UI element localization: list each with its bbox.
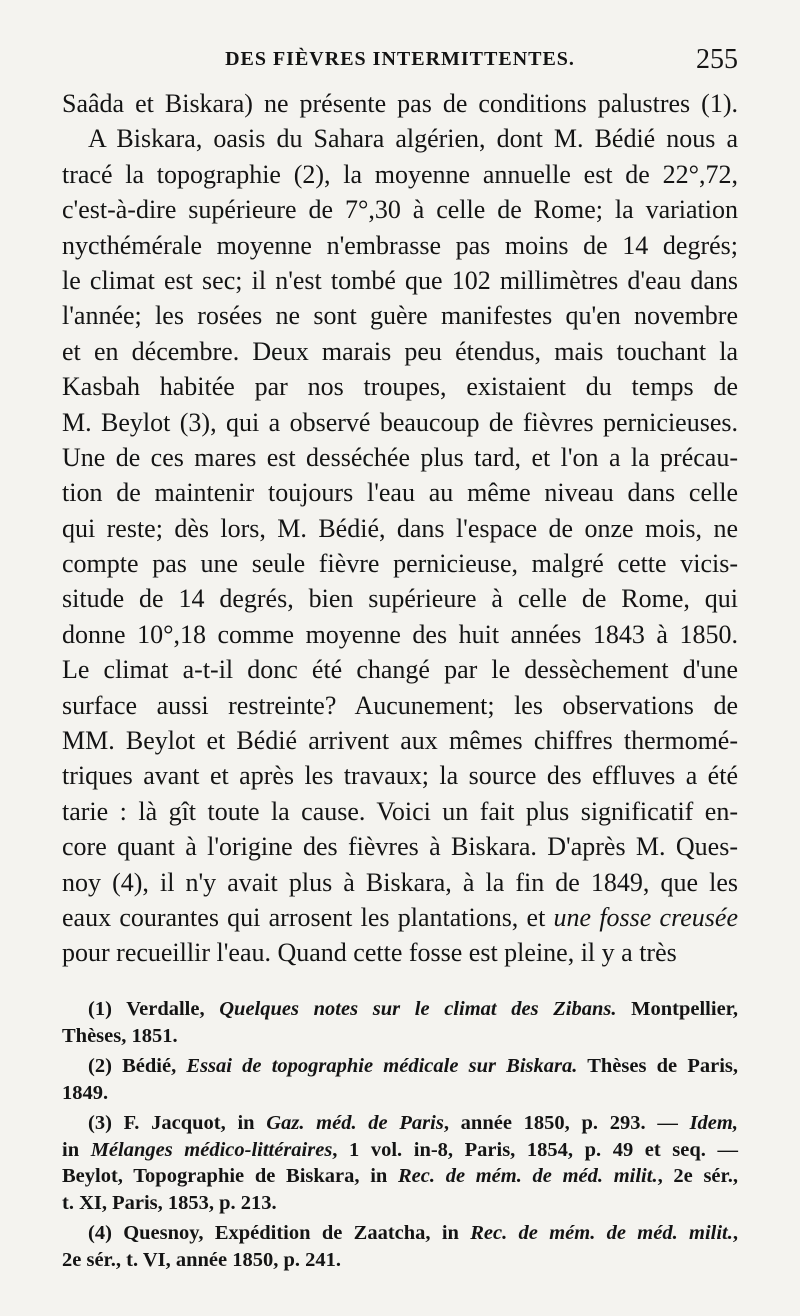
body-line: noy (4), il n'y avait plus à Biskara, à la fin de 1849, que les: [62, 867, 738, 897]
footnote-italic: Rec. de mém. de méd. milit.: [470, 1222, 733, 1244]
body-line: Saâda et Biskara) ne présente pas de conditions palustres (1).: [62, 89, 738, 118]
footnote-line: 1849.: [62, 1081, 109, 1104]
footnote-text: Montpellier,: [616, 998, 739, 1020]
footnote-text: , 1 vol. in-8, Paris, 1854, p. 49 et seq. —: [332, 1138, 738, 1161]
footnote-4: [62, 1220, 738, 1273]
footnote-italic: Rec. de mém. de méd. milit.: [398, 1165, 658, 1187]
body-line: Kasbah habitée par nos troupes, existaient du temps de: [62, 372, 738, 402]
body-line: Le climat a-t-il donc été changé par le dessèchement d'une: [62, 655, 738, 685]
body-line: l'année; les rosées ne sont guère manifestes qu'en novembre: [62, 301, 738, 331]
body-text: [62, 86, 738, 971]
body-line: situde de 14 degrés, bien supérieure à celle de Rome, qui: [62, 584, 738, 614]
body-line: A Biskara, oasis du Sahara algérien, dont M. Bédié nous a: [88, 124, 738, 154]
body-line: pour recueillir l'eau. Quand cette fosse est pleine, il y a très: [62, 938, 677, 968]
body-line: donne 10°,18 comme moyenne des huit années 1843 à 1850.: [62, 619, 738, 649]
footnote-italic: Mélanges médico-littéraires: [90, 1138, 333, 1161]
body-line: Une de ces mares est desséchée plus tard, et l'on a la précau-: [62, 442, 738, 472]
body-line: qui reste; dès lors, M. Bédié, dans l'espace de onze mois, ne: [62, 513, 738, 543]
footnote-text: , année 1850, p. 293. —: [443, 1112, 690, 1134]
body-line: MM. Beylot et Bédié arrivent aux mêmes chiffres thermomé-: [62, 726, 738, 756]
body-line: core quant à l'origine des fièvres à Biskara. D'après M. Ques-: [62, 832, 738, 862]
footnote-line: [62, 1053, 738, 1080]
footnote-text: , 2e sér.,: [657, 1165, 738, 1187]
footnote-line: [62, 1163, 738, 1190]
footnote-1: [62, 996, 738, 1049]
footnote-text: (4) Quesnoy, Expédition de Zaatcha, in: [88, 1222, 471, 1244]
body-line-text: eaux courantes qui arrosent les plantations, et: [62, 902, 554, 932]
body-line: tion de maintenir toujours l'eau au même niveau dans celle: [62, 478, 738, 508]
body-line: [62, 900, 738, 935]
footnote-text: in: [62, 1138, 91, 1161]
footnote-3: [62, 1110, 738, 1216]
running-title: DES FIÈVRES INTERMITTENTES.: [225, 48, 575, 70]
footnote-italic: Gaz. méd. de Paris: [266, 1112, 444, 1134]
body-line: c'est-à-dire supérieure de 7°,30 à celle de Rome; la variation: [62, 195, 738, 225]
body-line: triques avant et après les travaux; la source des effluves a été: [62, 761, 738, 791]
page-number: 255: [696, 44, 738, 75]
footnote-line: [62, 1220, 738, 1247]
body-line-italic: une fosse creusée: [553, 902, 738, 932]
footnote-text: (2) Bédié,: [88, 1055, 187, 1077]
footnote-italic: Idem,: [689, 1112, 738, 1134]
body-line: compte pas une seule fièvre pernicieuse, malgré cette vicis-: [62, 549, 738, 579]
footnote-line: [62, 1137, 738, 1164]
footnote-text: ,: [732, 1222, 738, 1244]
footnote-italic: Essai de topographie médicale sur Biskara.: [186, 1055, 578, 1077]
footnote-line: 2e sér., t. VI, année 1850, p. 241.: [62, 1248, 342, 1271]
body-line: nycthémérale moyenne n'embrasse pas moins de 14 degrés;: [62, 230, 738, 260]
footnote-line: [62, 996, 738, 1023]
footnote-line: t. XI, Paris, 1853, p. 213.: [62, 1191, 277, 1214]
body-line: M. Beylot (3), qui a observé beaucoup de fièvres pernicieuses.: [62, 407, 738, 437]
body-line: surface aussi restreinte? Aucunement; les observations de: [62, 690, 738, 720]
body-line: le climat est sec; il n'est tombé que 102 millimètres d'eau dans: [62, 265, 738, 295]
footnote-text: Thèses de Paris,: [577, 1055, 739, 1077]
footnote-line: Thèses, 1851.: [62, 1024, 178, 1047]
footnote-italic: Quelques notes sur le climat des Zibans.: [219, 998, 617, 1020]
footnote-2: [62, 1053, 738, 1106]
footnote-text: (3) F. Jacquot, in: [88, 1112, 267, 1134]
body-line: tarie : là gît toute la cause. Voici un fait plus significatif en-: [62, 796, 738, 826]
footnote-text: (1) Verdalle,: [88, 998, 220, 1020]
footnote-line: [62, 1110, 738, 1137]
body-line: et en décembre. Deux marais peu étendus, mais touchant la: [62, 336, 738, 366]
footnotes: [62, 996, 738, 1273]
footnote-text: Beylot, Topographie de Biskara, in: [62, 1165, 398, 1187]
page-header: [62, 44, 738, 76]
body-line: tracé la topographie (2), la moyenne annuelle est de 22°,72,: [62, 159, 738, 189]
